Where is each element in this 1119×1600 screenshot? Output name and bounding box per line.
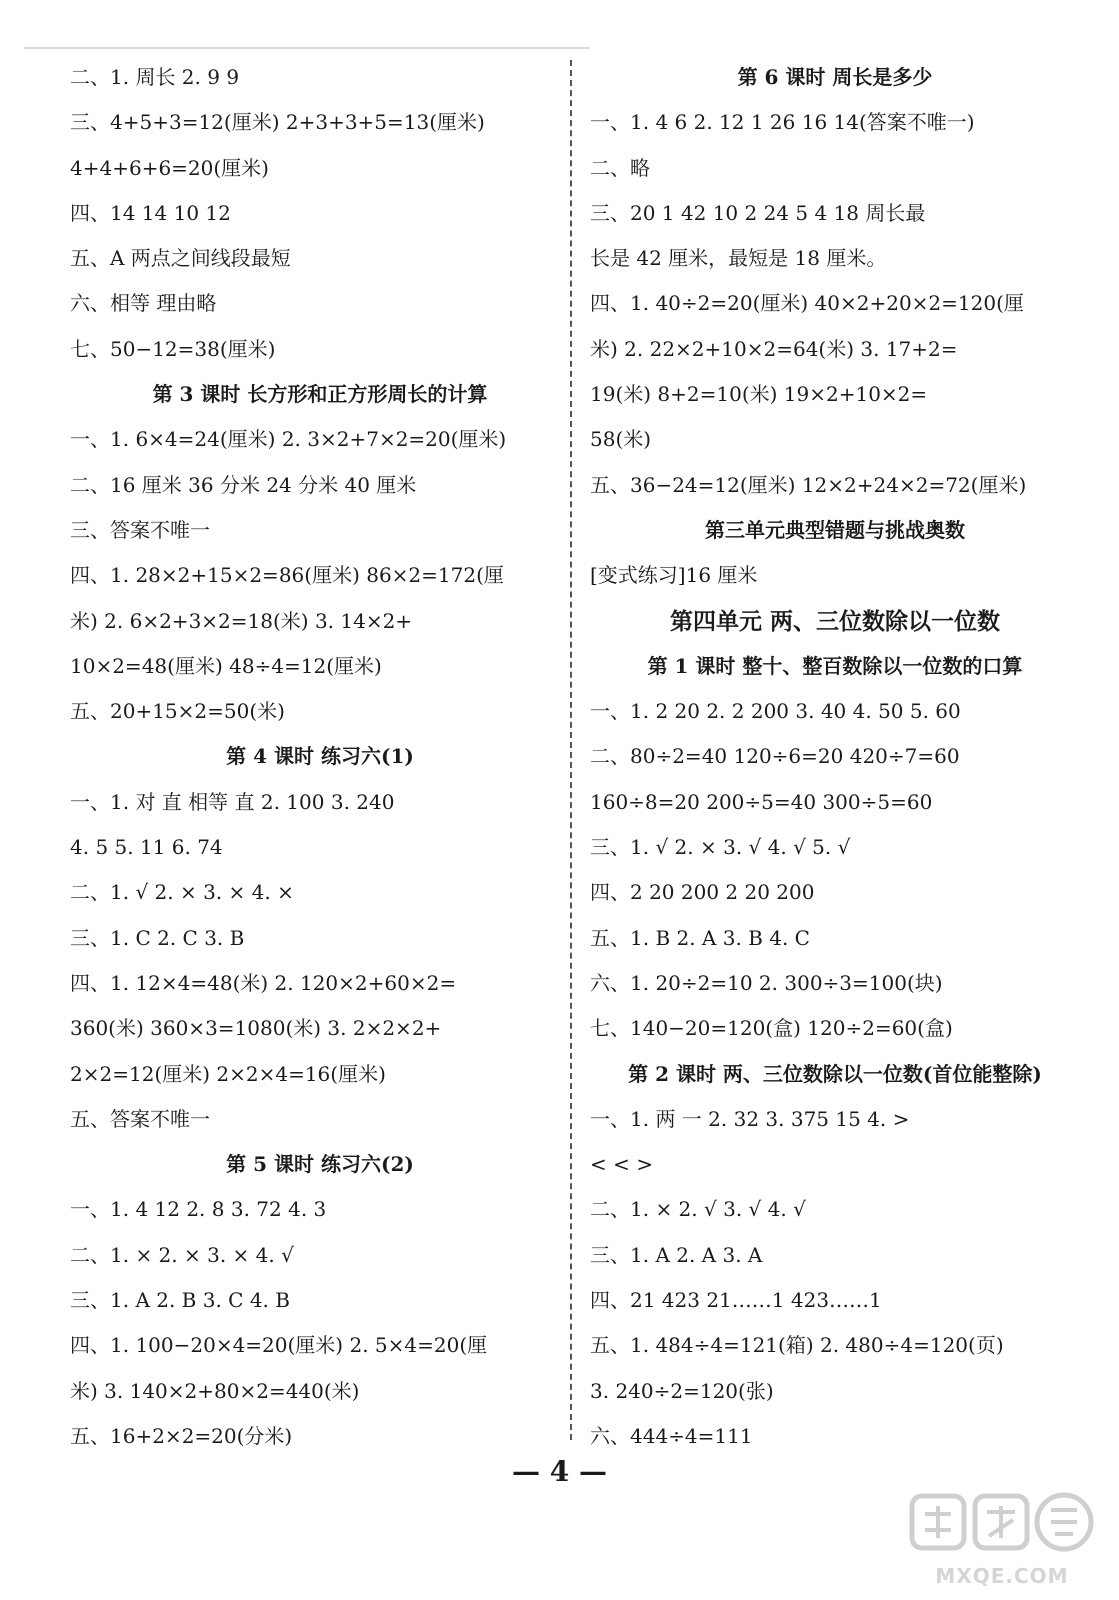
answer-line: 4. 5 5. 11 6. 74 (70, 835, 223, 860)
left-column (70, 55, 570, 1459)
answer-line: 二、1. 周长 2. 9 9 (70, 65, 240, 89)
section-heading: 第 4 课时 练习六(1) (226, 744, 414, 769)
answer-line: 360(米) 360×3=1080(米) 3. 2×2×2+ (70, 1016, 442, 1041)
section-heading: 第 5 课时 练习六(2) (226, 1152, 414, 1177)
answer-line: 五、1. 484÷4=121(箱) 2. 480÷4=120(页) (590, 1333, 1004, 1358)
answer-line: 五、答案不唯一 (70, 1106, 210, 1131)
answer-line: 3. 240÷2=120(张) (590, 1378, 774, 1403)
answer-line: 五、20+15×2=50(米) (70, 699, 285, 724)
answer-line: 三、答案不唯一 (70, 517, 210, 542)
answer-line: 三、4+5+3=12(厘米) 2+3+3+5=13(厘米) (70, 110, 485, 135)
answer-line: 五、16+2×2=20(分米) (70, 1423, 293, 1448)
unit-title: 第四单元 两、三位数除以一位数 (669, 607, 1000, 635)
top-rule (24, 47, 590, 49)
right-column (590, 55, 1080, 1459)
answer-line: 10×2=48(厘米) 48÷4=12(厘米) (70, 653, 382, 678)
answer-line: 五、1. B 2. A 3. B 4. C (590, 925, 810, 950)
answer-line: 二、1. √ 2. × 3. × 4. × (70, 880, 294, 905)
answer-line: 六、444÷4=111 (590, 1423, 753, 1448)
answer-line: 二、略 (590, 155, 650, 180)
answer-line: 四、1. 40÷2=20(厘米) 40×2+20×2=120(厘 (590, 291, 1024, 316)
answer-line: 四、14 14 10 12 (70, 200, 231, 225)
answer-line: 一、1. 两 一 2. 32 3. 375 15 4. > (590, 1106, 910, 1131)
answer-line: 长是 42 厘米，最短是 18 厘米。 (590, 246, 887, 271)
answer-line: 三、20 1 42 10 2 24 5 4 18 周长最 (590, 200, 926, 225)
section-heading: 第 2 课时 两、三位数除以一位数(首位能整除) (628, 1061, 1042, 1086)
section-heading: 第 1 课时 整十、整百数除以一位数的口算 (647, 653, 1023, 678)
answer-line: 五、A 两点之间线段最短 (70, 246, 291, 271)
answer-line: 二、1. × 2. √ 3. √ 4. √ (590, 1197, 806, 1222)
answer-line: 二、1. × 2. × 3. × 4. √ (70, 1242, 294, 1267)
answer-line: 一、1. 4 6 2. 12 1 26 16 14(答案不唯一) (590, 110, 975, 135)
answer-line: 二、80÷2=40 120÷6=20 420÷7=60 (590, 744, 960, 769)
answer-line: < < > (590, 1152, 653, 1177)
answer-line: 19(米) 8+2=10(米) 19×2+10×2= (590, 382, 928, 407)
answer-line: 四、21 423 21……1 423……1 (590, 1288, 882, 1313)
answer-line: 二、16 厘米 36 分米 24 分米 40 厘米 (70, 472, 417, 497)
answer-line: 三、1. √ 2. × 3. √ 4. √ 5. √ (590, 835, 851, 860)
answer-line: 七、50−12=38(厘米) (70, 336, 276, 361)
answer-line: 七、140−20=120(盒) 120÷2=60(盒) (590, 1016, 953, 1041)
answer-line: [变式练习]16 厘米 (590, 563, 758, 588)
section-heading: 第 3 课时 长方形和正方形周长的计算 (152, 382, 488, 407)
answer-line: 四、2 20 200 2 20 200 (590, 880, 815, 905)
answer-line: 四、1. 100−20×4=20(厘米) 2. 5×4=20(厘 (70, 1333, 488, 1358)
section-heading: 第三单元典型错题与挑战奥数 (705, 517, 965, 542)
answer-line: 六、1. 20÷2=10 2. 300÷3=100(块) (590, 970, 943, 995)
answer-line: 三、1. C 2. C 3. B (70, 925, 245, 950)
column-divider (570, 60, 572, 1440)
watermark-url: MXQE.COM (935, 1564, 1069, 1588)
watermark (907, 1488, 1097, 1588)
answer-line: 四、1. 12×4=48(米) 2. 120×2+60×2= (70, 970, 457, 995)
answer-line: 4+4+6+6=20(厘米) (70, 155, 269, 180)
answer-line: 四、1. 28×2+15×2=86(厘米) 86×2=172(厘 (70, 563, 504, 588)
answer-line: 米) 2. 22×2+10×2=64(米) 3. 17+2= (590, 336, 958, 361)
answer-line: 五、36−24=12(厘米) 12×2+24×2=72(厘米) (590, 472, 1027, 497)
answer-line: 三、1. A 2. B 3. C 4. B (70, 1288, 290, 1313)
answer-line: 一、1. 2 20 2. 2 200 3. 40 4. 50 5. 60 (590, 699, 961, 724)
watermark-logo-icon (907, 1488, 1097, 1558)
section-heading: 第 6 课时 周长是多少 (737, 65, 933, 89)
answer-line: 58(米) (590, 427, 652, 452)
page-number: — 4 — (512, 1455, 607, 1488)
answer-line: 六、相等 理由略 (70, 291, 217, 316)
answer-line: 一、1. 6×4=24(厘米) 2. 3×2+7×2=20(厘米) (70, 427, 507, 452)
answer-line: 2×2=12(厘米) 2×2×4=16(厘米) (70, 1061, 386, 1086)
answer-line: 三、1. A 2. A 3. A (590, 1242, 763, 1267)
answer-line: 一、1. 4 12 2. 8 3. 72 4. 3 (70, 1197, 327, 1222)
answer-line: 160÷8=20 200÷5=40 300÷5=60 (590, 789, 933, 814)
answer-line: 一、1. 对 直 相等 直 2. 100 3. 240 (70, 789, 395, 814)
answer-line: 米) 3. 140×2+80×2=440(米) (70, 1378, 360, 1403)
answer-line: 米) 2. 6×2+3×2=18(米) 3. 14×2+ (70, 608, 413, 633)
